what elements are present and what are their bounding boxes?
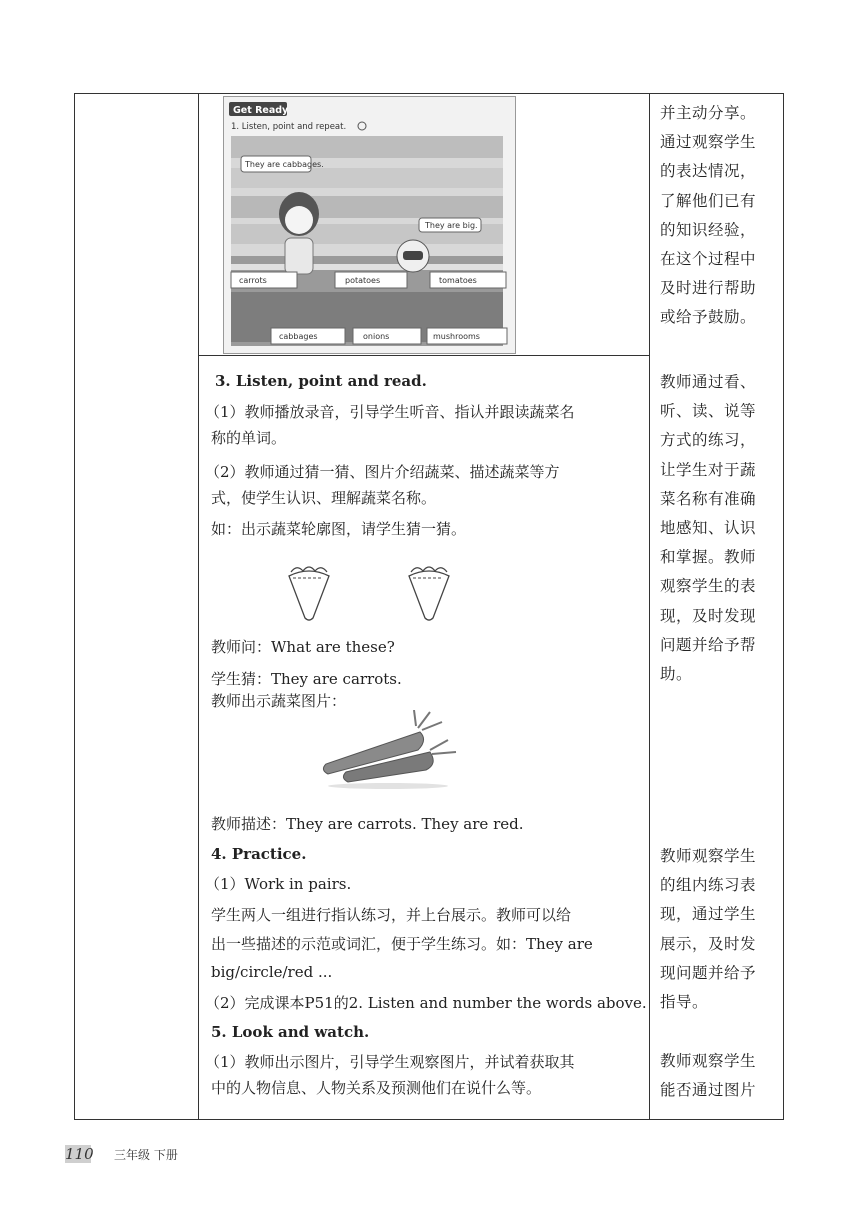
label-carrots: carrots	[239, 276, 267, 285]
section3-title: 3. Listen, point and read.	[215, 372, 427, 390]
page-number: 110	[65, 1145, 94, 1163]
section5-step1-line1: （1）教师出示图片，引导学生观察图片，并试着获取其	[205, 1053, 575, 1071]
label-mushrooms: mushrooms	[433, 332, 480, 341]
section4-step2: （2）完成课本P51的2. Listen and number the words above.	[205, 994, 647, 1012]
column-divider-2	[649, 94, 650, 1119]
section3-step1-line2: 称的单词。	[211, 429, 287, 447]
side-note-3: 教师观察学生 的组内练习表 现，通过学生 展示，及时发 现问题并给予 指导。	[660, 847, 757, 1012]
section3-step1-line1: （1）教师播放录音，引导学生听音、指认并跟读蔬菜名	[205, 403, 575, 421]
section4-desc-line1: 学生两人一组进行指认练习，并上台展示。教师可以给	[211, 906, 572, 924]
carrots-photo	[318, 710, 460, 790]
section3-step2-line2: 式，使学生认识、理解蔬菜名称。	[211, 489, 437, 507]
label-potatoes: potatoes	[345, 276, 381, 285]
teacher-describe: 教师描述：They are carrots. They are red.	[211, 815, 524, 833]
book-label: 三年级 下册	[114, 1148, 178, 1162]
textbook-illustration	[223, 96, 516, 354]
section3-example: 如：出示蔬菜轮廓图，请学生猜一猜。	[211, 520, 467, 538]
section5-title: 5. Look and watch.	[211, 1023, 370, 1041]
student-guess: 学生猜：They are carrots.	[211, 670, 402, 688]
speech-robot-text: They are big.	[425, 221, 478, 230]
section4-step1: （1）Work in pairs.	[205, 875, 352, 893]
section4-desc-line3: big/circle/red ...	[211, 963, 333, 981]
speech-girl-text: They are cabbages.	[245, 160, 324, 169]
row-divider	[199, 355, 649, 356]
teacher-show: 教师出示蔬菜图片：	[211, 692, 347, 710]
side-note-2: 教师通过看、 听、读、说等 方式的练习， 让学生对于蔬 菜名称有准确 地感知、认识 和掌握。教师 观察学生的表 现，及时发现 问题并给予帮 助。	[660, 373, 757, 684]
label-onions: onions	[363, 332, 390, 341]
section5-step1-line2: 中的人物信息、人物关系及预测他们在说什么等。	[211, 1079, 542, 1097]
get-ready-header: Get Ready	[233, 105, 289, 116]
column-divider-1	[198, 94, 199, 1119]
side-note-4: 教师观察学生 能否通过图片	[660, 1052, 757, 1100]
label-tomatoes: tomatoes	[439, 276, 477, 285]
carrot-outline-icon	[283, 562, 335, 622]
instruction-text: 1. Listen, point and repeat.	[231, 122, 347, 132]
label-cabbages: cabbages	[279, 332, 318, 341]
section4-desc-line2: 出一些描述的示范或词汇，便于学生练习。如：They are	[211, 935, 593, 953]
section4-title: 4. Practice.	[211, 845, 307, 863]
side-note-1: 并主动分享。 通过观察学生 的表达情况， 了解他们已有 的知识经验， 在这个过程中 及时进行帮助 或给予鼓励。	[660, 104, 757, 327]
section3-step2-line1: （2）教师通过猜一猜、图片介绍蔬菜、描述蔬菜等方	[205, 463, 560, 481]
teacher-ask: 教师问：What are these?	[211, 638, 395, 656]
carrot-outline-icon	[403, 562, 455, 622]
